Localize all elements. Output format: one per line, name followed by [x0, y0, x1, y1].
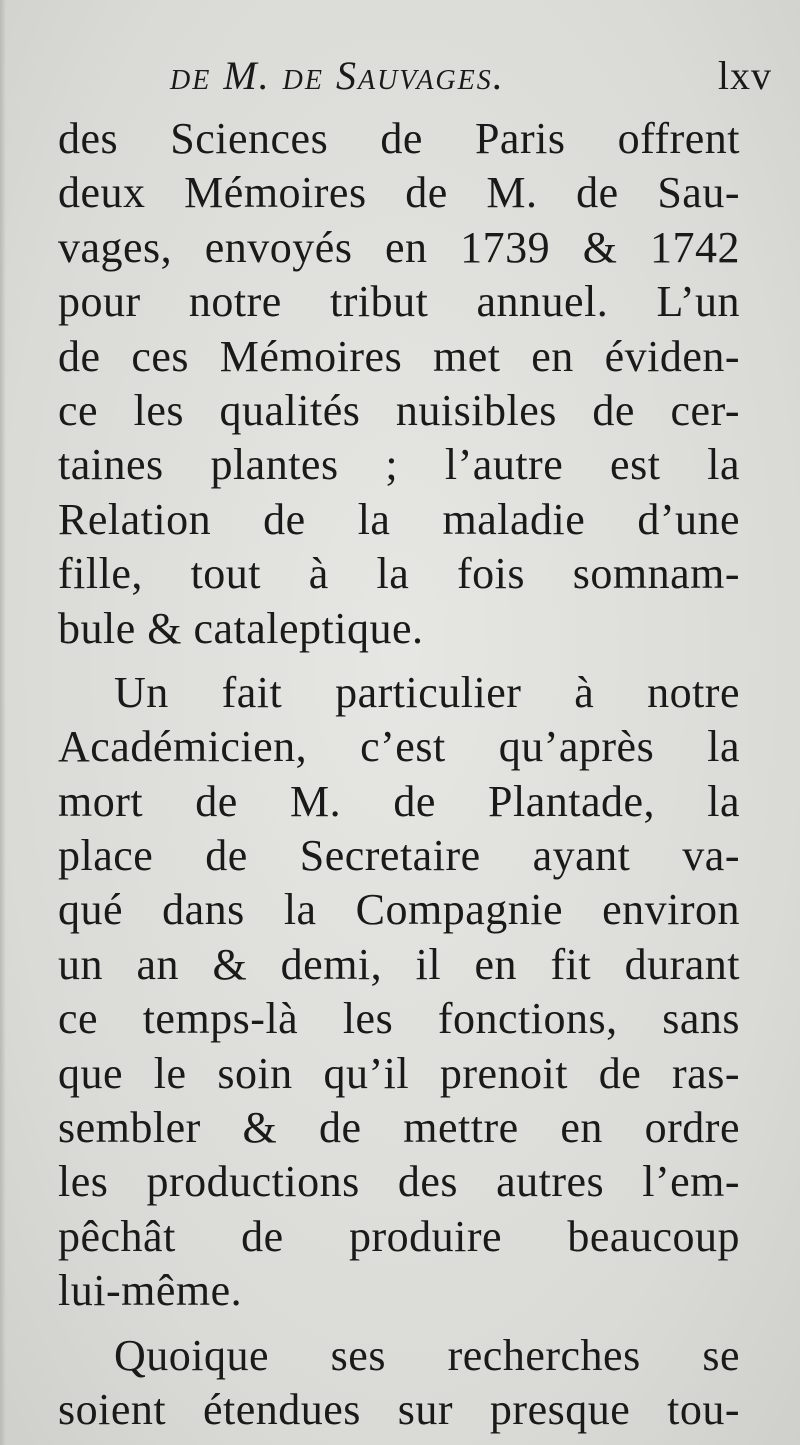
text-line: Quoique ses recherches se — [114, 1330, 740, 1380]
text-line: sembler & de mettre en ordre — [58, 1103, 740, 1153]
text-line: des Sciences de Paris offrent — [58, 114, 740, 163]
text-line: vages, envoyés en 1739 & 1742 — [58, 222, 740, 272]
page-number: lxv — [717, 53, 772, 98]
text-line: un an & demi, il en fit durant — [58, 939, 740, 989]
text-line: les productions des autres l’em- — [58, 1157, 740, 1207]
text-line: fille, tout à la fois somnam- — [58, 549, 740, 599]
body-text — [58, 112, 740, 1437]
text-line: Un fait particulier à notre — [114, 667, 740, 717]
paragraph-gap — [58, 656, 740, 666]
running-header — [170, 52, 772, 112]
text-line: place de Secretaire ayant va- — [58, 831, 740, 881]
text-line: ce les qualités nuisibles de cer- — [58, 385, 740, 435]
text-line: Relation de la maladie d’une — [58, 494, 740, 544]
text-line: qué dans la Compagnie environ — [58, 885, 740, 935]
text-line: pêchât de produire beaucoup — [58, 1211, 740, 1261]
text-line: mort de M. de Plantade, la — [58, 776, 740, 826]
text-line: pour notre tribut annuel. L’un — [58, 277, 740, 327]
text-line: deux Mémoires de M. de Sau- — [58, 168, 740, 218]
running-title: de M. de Sauvages. — [170, 53, 505, 98]
text-line: taines plantes ; l’autre est la — [58, 440, 740, 490]
text-line: bule & cataleptique. — [58, 603, 424, 653]
text-line: soient étendues sur presque tou- — [58, 1384, 740, 1434]
text-line: Académicien, c’est qu’après la — [58, 722, 740, 772]
text-line: ce temps-là les fonctions, sans — [58, 994, 740, 1044]
text-line: de ces Mémoires met en éviden- — [58, 331, 740, 381]
page-edge-shadow — [0, 0, 6, 1445]
paragraph-gap — [58, 1319, 740, 1329]
text-line: lui-même. — [58, 1266, 243, 1316]
text-line: que le soin qu’il prenoit de ras- — [58, 1048, 740, 1098]
